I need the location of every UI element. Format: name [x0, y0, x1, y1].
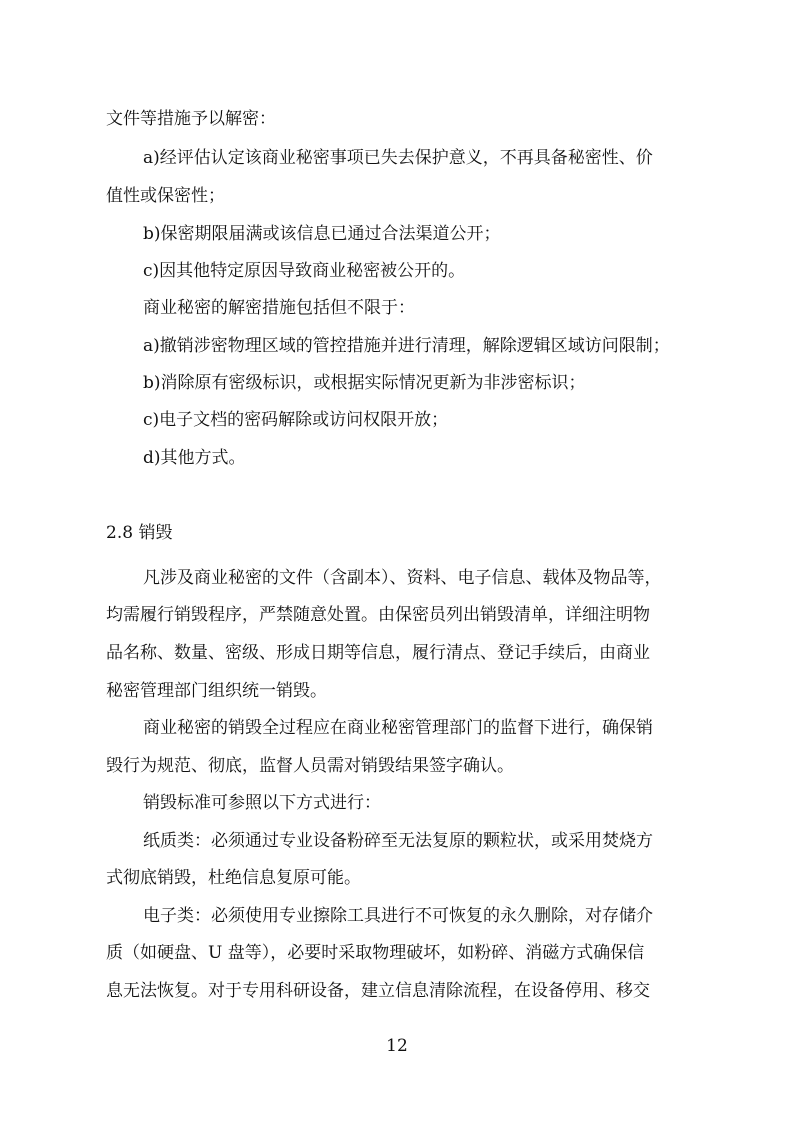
text-line: 质（如硬盘、U 盘等），必要时采取物理破坏，如粉碎、消磁方式确保信 [106, 943, 645, 963]
text-line: 文件等措施予以解密： [106, 109, 276, 129]
text-line: a)经评估认定该商业秘密事项已失去保护意义，不再具备秘密性、价 [143, 148, 653, 168]
text-line: 销毁标准可参照以下方式进行： [143, 793, 381, 813]
text-line: c)电子文档的密码解除或访问权限开放； [143, 410, 449, 430]
text-line: 凡涉及商业秘密的文件（含副本）、资料、电子信息、载体及物品等， [143, 568, 662, 588]
text-line: 商业秘密的销毁全过程应在商业秘密管理部门的监督下进行，确保销 [143, 718, 653, 738]
text-line: 秘密管理部门组织统一销毁。 [106, 681, 327, 701]
text-line: c)因其他特定原因导致商业秘密被公开的。 [143, 261, 466, 281]
text-line: b)消除原有密级标识，或根据实际情况更新为非涉密标识； [143, 373, 586, 393]
text-line: 纸质类：必须通过专业设备粉碎至无法复原的颗粒状，或采用焚烧方 [143, 831, 653, 851]
text-line: 商业秘密的解密措施包括但不限于： [143, 298, 415, 318]
section-heading: 2.8 销毁 [106, 523, 173, 543]
page-number: 12 [386, 1036, 408, 1056]
text-line: 电子类：必须使用专业擦除工具进行不可恢复的永久删除，对存储介 [143, 906, 653, 926]
text-line: 品名称、数量、密级、形成日期等信息，履行清点、登记手续后，由商业 [106, 643, 650, 663]
text-line: 值性或保密性； [106, 186, 225, 206]
text-line: 息无法恢复。对于专用科研设备，建立信息清除流程，在设备停用、移交 [106, 981, 650, 1001]
text-line: 式彻底销毁，杜绝信息复原可能。 [106, 868, 361, 888]
text-line: a)撤销涉密物理区域的管控措施并进行清理，解除逻辑区域访问限制； [143, 336, 670, 356]
text-line: 毁行为规范、彻底，监督人员需对销毁结果签字确认。 [106, 756, 514, 776]
text-line: 均需履行销毁程序，严禁随意处置。由保密员列出销毁清单，详细注明物 [106, 605, 650, 625]
text-line: d)其他方式。 [143, 448, 246, 468]
text-line: b)保密期限届满或该信息已通过合法渠道公开； [143, 224, 501, 244]
